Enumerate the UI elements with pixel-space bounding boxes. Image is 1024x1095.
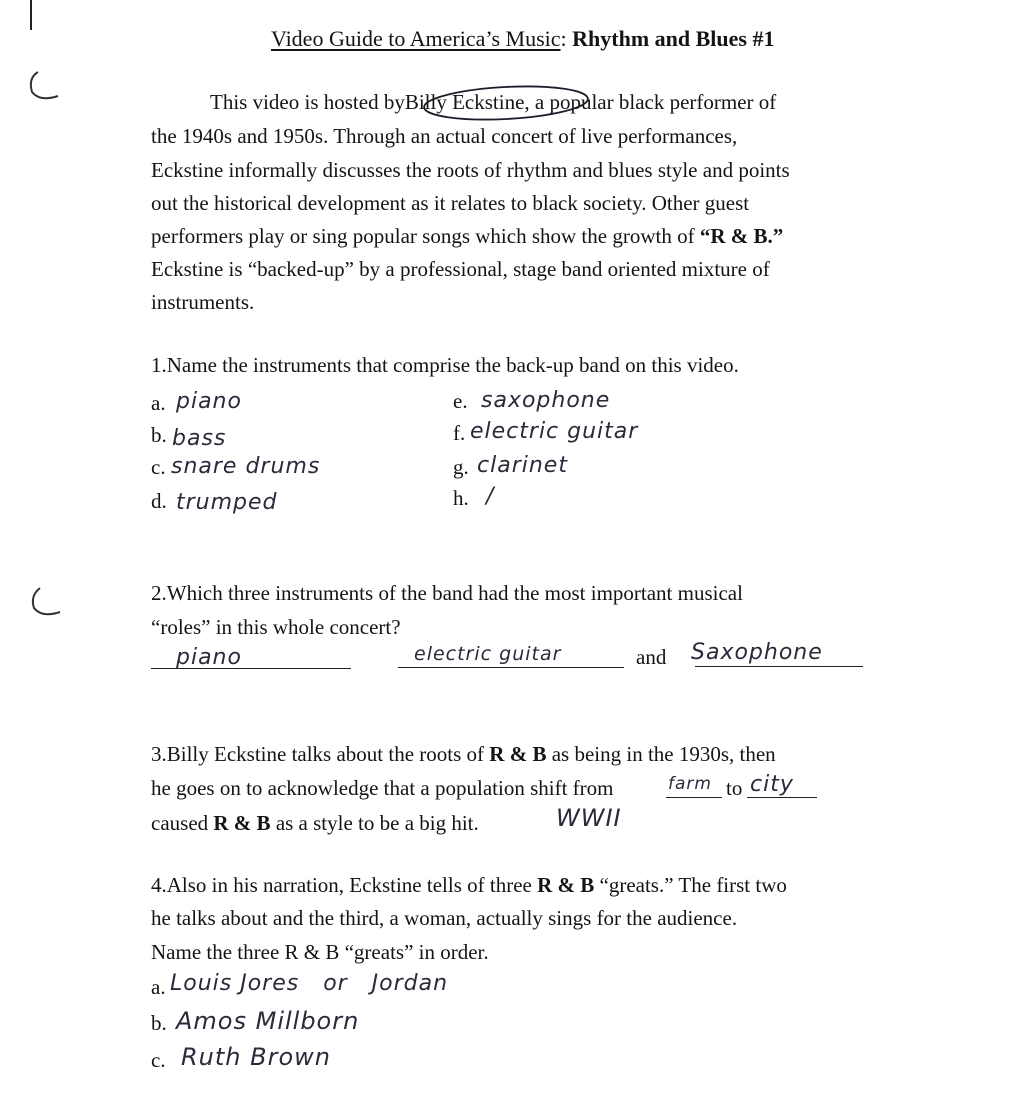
intro-line-1-end: a popular black performer of: [534, 90, 777, 114]
q3-line-2: he goes on to acknowledge that a population shift from: [151, 776, 614, 800]
q3-line-3-end: as a style to be a big hit.: [275, 811, 479, 835]
q2-prompt-line-2: “roles” in this whole concert?: [151, 615, 401, 639]
q1-answer-g[interactable]: clarinet: [477, 453, 568, 478]
q3-line-3-rb-bold: R & B: [213, 811, 271, 835]
q4-line-2: he talks about and the third, a woman, actually sings for the audience.: [151, 906, 738, 930]
q4-answer-a[interactable]: Louis Jores or Jordan: [170, 971, 449, 996]
q1-answer-b[interactable]: bass: [172, 426, 227, 451]
q1-label-f: f.: [453, 421, 466, 445]
q1-label-d: d.: [151, 489, 167, 513]
q4-label-b: b.: [151, 1011, 167, 1035]
q2-prompt-line-1: 2.Which three instruments of the band had the most important musical: [151, 581, 743, 605]
title-underlined: Video Guide to America’s Music: [271, 26, 561, 51]
q1-answer-f[interactable]: electric guitar: [470, 419, 639, 444]
q3-rb-bold: R & B: [489, 742, 547, 766]
q1-label-a: a.: [151, 391, 166, 415]
q1-answer-c[interactable]: snare drums: [171, 454, 321, 479]
q3-line-1: [151, 744, 776, 765]
q4-rb-bold: R & B: [537, 873, 595, 897]
q3-answer-from[interactable]: farm: [668, 774, 712, 794]
q3-answer-to[interactable]: city: [750, 772, 794, 797]
q4-answer-c[interactable]: Ruth Brown: [181, 1043, 331, 1071]
intro-line-3: Eckstine informally discusses the roots of rhythm and blues style and points: [151, 158, 790, 182]
q2-blank-2: [398, 667, 624, 668]
circled-name: Billy Eckstine,: [404, 90, 530, 114]
q4-answer-b[interactable]: Amos Millborn: [176, 1007, 360, 1035]
q1-label-b: b.: [151, 423, 167, 447]
q3-line-1-end: as being in the 1930s, then: [551, 742, 776, 766]
binder-hole-mark-top: [24, 66, 64, 106]
q1-answer-e[interactable]: saxophone: [481, 388, 611, 413]
title-bold: Rhythm and Blues #1: [572, 26, 775, 51]
q1-prompt: 1.Name the instruments that comprise the back-up band on this video.: [151, 353, 739, 377]
q3-line-3-start: caused: [151, 811, 209, 835]
q4-label-c: c.: [151, 1048, 166, 1072]
page-title: [271, 26, 774, 52]
q4-line-3: Name the three R & B “greats” in order.: [151, 940, 489, 964]
q3-blank-from: [666, 797, 722, 798]
binder-hole-mark-middle: [26, 584, 66, 624]
intro-rb-bold: “R & B.”: [699, 224, 784, 248]
intro-line-5-start: performers play or sing popular songs which show the growth of: [151, 224, 695, 248]
q1-label-e: e.: [453, 389, 468, 413]
q2-answer-1[interactable]: piano: [176, 645, 242, 670]
q4-line-1: [151, 875, 787, 896]
margin-tick-mark: [28, 0, 34, 32]
q1-answer-a[interactable]: piano: [176, 389, 242, 414]
q3-handwritten-note: WWII: [556, 804, 622, 832]
intro-line-7: instruments.: [151, 290, 255, 314]
q4-label-a: a.: [151, 975, 166, 999]
intro-line-6: Eckstine is “backed-up” by a professional, stage band oriented mixture of: [151, 257, 770, 281]
q3-blank-to: [747, 797, 817, 798]
ink-circle-annotation: [418, 82, 598, 126]
intro-line-5: [151, 224, 783, 249]
intro-line-2: the 1940s and 1950s. Through an actual concert of live performances,: [151, 124, 738, 148]
title-colon: :: [560, 26, 567, 51]
q1-label-c: c.: [151, 455, 166, 479]
q1-label-h: h.: [453, 486, 469, 510]
q1-answer-h[interactable]: /: [486, 484, 495, 509]
q3-to: to: [726, 776, 743, 800]
q2-answer-3[interactable]: Saxophone: [691, 640, 823, 665]
q2-and: and: [636, 645, 667, 669]
q1-label-g: g.: [453, 455, 469, 479]
q3-line-3: [151, 813, 479, 834]
q2-answer-2[interactable]: electric guitar: [414, 643, 562, 665]
q4-line-1-end: “greats.” The first two: [599, 873, 787, 897]
q1-answer-d[interactable]: trumped: [176, 490, 278, 515]
q2-blank-3: [695, 666, 863, 667]
intro-line-1-start: This video is hosted by: [210, 90, 405, 114]
q3-line-1-start: 3.Billy Eckstine talks about the roots of: [151, 742, 485, 766]
intro-line-4: out the historical development as it relates to black society. Other guest: [151, 191, 750, 215]
q4-line-1-start: 4.Also in his narration, Eckstine tells of three: [151, 873, 532, 897]
